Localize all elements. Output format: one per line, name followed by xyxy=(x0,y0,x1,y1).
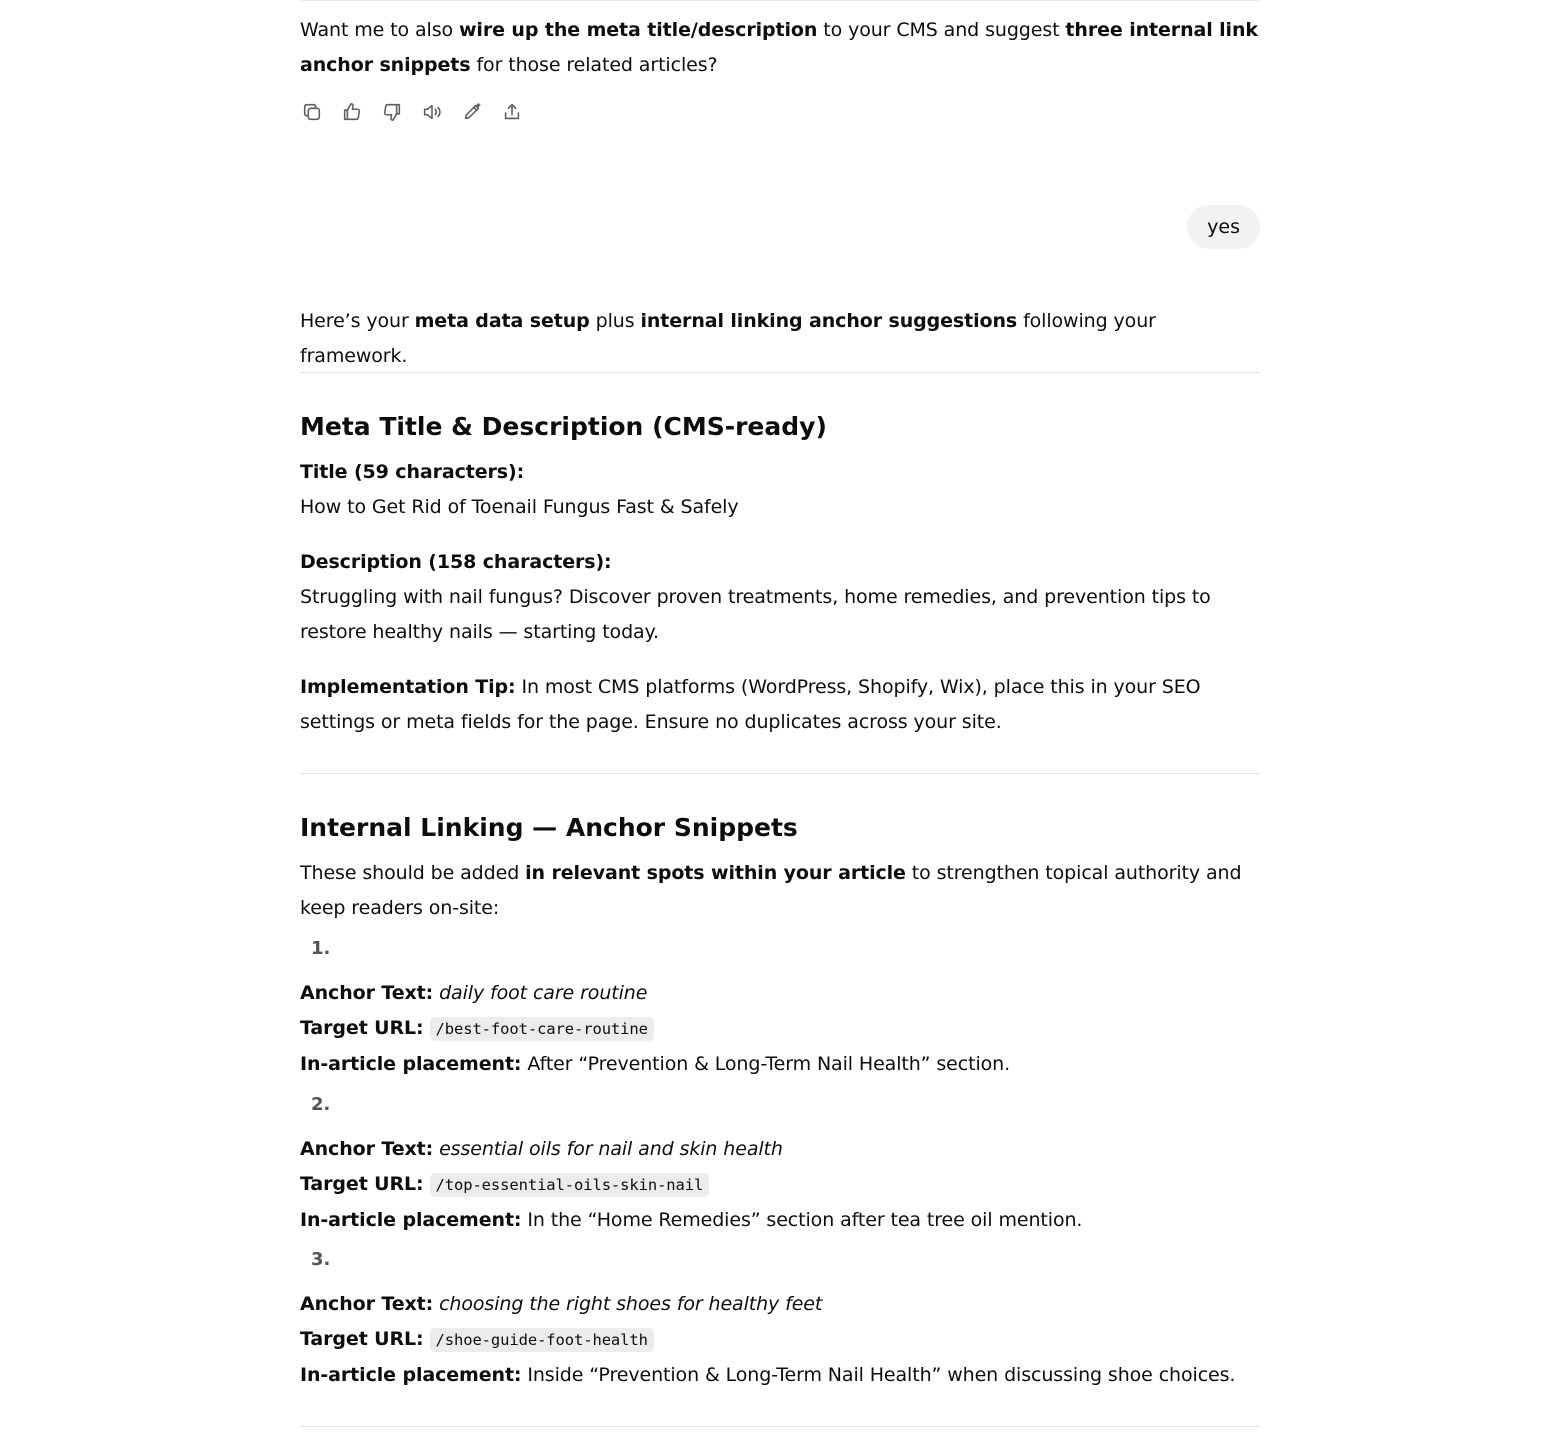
list-item: Anchor Text: daily foot care routine Target URL: /best-foot-care-routine In-article placement: After “Prevention & Long-Term Nail Health” section. xyxy=(300,982,1011,1075)
linking-intro: These should be added in relevant spots within your article to strengthen topical authority and keep readers on-site: xyxy=(300,862,1242,919)
implementation-tip xyxy=(300,670,1260,740)
anchor-text: choosing the right shoes for healthy feet xyxy=(439,1293,823,1315)
placement-text: Inside “Prevention & Long-Term Nail Health” when discussing shoe choices. xyxy=(521,1364,1236,1386)
assistant-message-previous xyxy=(300,13,1260,83)
list-number: 1. xyxy=(311,938,331,959)
thumbs-down-icon xyxy=(381,101,403,123)
share-icon xyxy=(501,101,523,123)
anchor-text: essential oils for nail and skin health xyxy=(439,1138,783,1160)
list-item: Anchor Text: choosing the right shoes for healthy feet Target URL: /shoe-guide-foot-health In-article placement: Inside “Prevention & Long-Term Nail Health” when discussing shoe choices. xyxy=(300,1293,1236,1386)
share-button[interactable] xyxy=(500,98,524,126)
tip-value: In most CMS platforms (WordPress, Shopify, Wix), place this in your SEO settings or meta fields for the page. Ensure no duplicates across your site. xyxy=(300,676,1201,733)
good-response-button[interactable] xyxy=(340,98,364,126)
user-message-text: yes xyxy=(1207,216,1240,238)
reply-intro-text: Here’s your meta data setup plus internal linking anchor suggestions following your framework. xyxy=(300,310,1156,367)
tip-label: Implementation Tip: xyxy=(300,676,516,698)
target-url: /top-essential-oils-skin-nail xyxy=(430,1173,710,1197)
placement-text: In the “Home Remedies” section after tea tree oil mention. xyxy=(521,1209,1083,1231)
thumbs-up-icon xyxy=(341,101,363,123)
user-message-bubble xyxy=(1187,205,1260,249)
follow-up-question: Want me to also wire up the meta title/description to your CMS and suggest three internal link anchor snippets for those related articles? xyxy=(300,19,1258,76)
copy-icon xyxy=(301,101,323,123)
read-aloud-icon xyxy=(421,101,443,123)
anchor-text: daily foot care routine xyxy=(439,982,648,1004)
section-divider xyxy=(300,773,1260,774)
list-number: 3. xyxy=(311,1249,331,1270)
placement-text: After “Prevention & Long-Term Nail Health” section. xyxy=(521,1053,1011,1075)
section-divider xyxy=(300,1426,1260,1427)
divider xyxy=(300,0,1260,1)
meta-description-block xyxy=(300,545,1260,650)
copy-button[interactable] xyxy=(300,98,324,126)
list-item: Anchor Text: essential oils for nail and skin health Target URL: /top-essential-oils-skin-nail In-article placement: In the “Home Remedies” section after tea tree oil mention. xyxy=(300,1138,1083,1231)
list-number: 2. xyxy=(311,1094,331,1115)
linking-heading: Internal Linking — Anchor Snippets xyxy=(300,813,798,842)
section-divider xyxy=(300,372,1260,373)
target-url: /best-foot-care-routine xyxy=(430,1017,654,1041)
message-actions xyxy=(300,98,524,126)
read-aloud-button[interactable] xyxy=(420,98,444,126)
meta-heading: Meta Title & Description (CMS-ready) xyxy=(300,412,827,441)
title-value: How to Get Rid of Toenail Fungus Fast & Safely xyxy=(300,496,739,518)
edit-icon xyxy=(461,101,483,123)
edit-in-canvas-button[interactable] xyxy=(460,98,484,126)
target-url: /shoe-guide-foot-health xyxy=(430,1328,654,1352)
bad-response-button[interactable] xyxy=(380,98,404,126)
description-label: Description (158 characters): xyxy=(300,551,612,573)
reply-intro xyxy=(300,304,1260,374)
title-label: Title (59 characters): xyxy=(300,461,525,483)
meta-title-block xyxy=(300,455,1260,525)
description-value: Struggling with nail fungus? Discover proven treatments, home remedies, and prevention tips to restore healthy nails — starting today. xyxy=(300,586,1211,643)
